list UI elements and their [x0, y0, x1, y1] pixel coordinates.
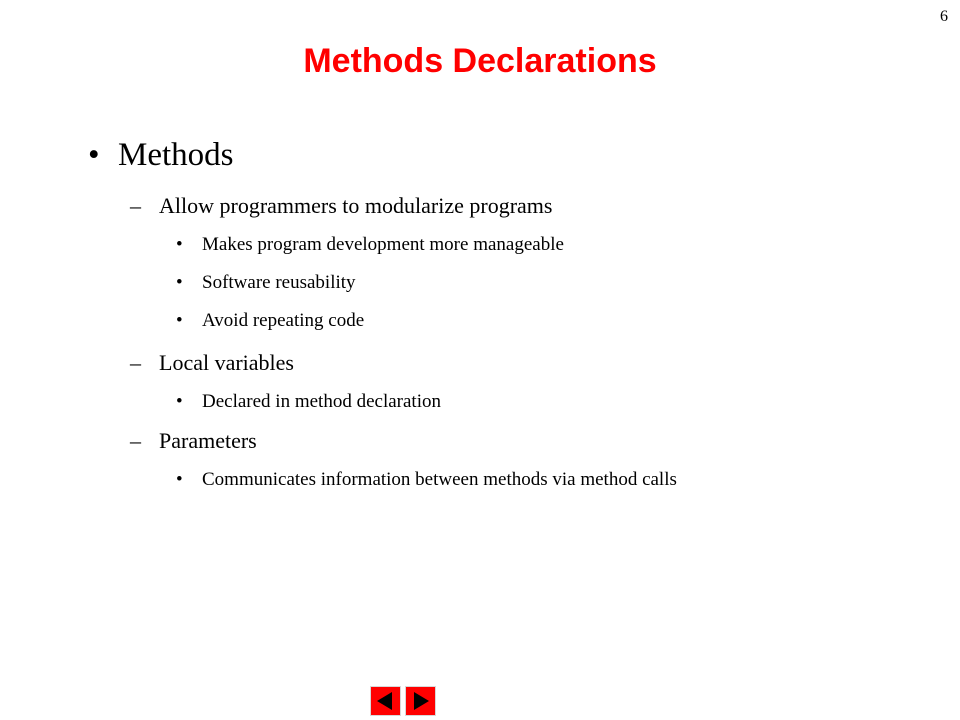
next-slide-icon: [406, 687, 435, 715]
dash-glyph: –: [130, 350, 141, 375]
item-text: Software reusability: [202, 272, 356, 293]
bullet-text: Methods: [118, 137, 234, 173]
previous-slide-icon: [371, 687, 400, 715]
bullet-glyph: •: [176, 272, 183, 293]
bullet-glyph: •: [176, 310, 183, 331]
sub-bullet-text: Allow programmers to modularize programs: [159, 193, 553, 218]
page-number: 6: [940, 8, 948, 25]
sub-bullet-text: Parameters: [159, 428, 257, 453]
dash-glyph: –: [130, 428, 141, 453]
bullet-glyph: •: [88, 137, 100, 173]
item-text: Declared in method declaration: [202, 391, 441, 412]
previous-slide-button[interactable]: [370, 686, 401, 716]
bullet-glyph: •: [176, 391, 183, 412]
bullet-glyph: •: [176, 234, 183, 255]
next-slide-button[interactable]: [405, 686, 436, 716]
sub-bullet-text: Local variables: [159, 350, 294, 375]
dash-glyph: –: [130, 193, 141, 218]
slide-title: Methods Declarations: [303, 42, 657, 80]
item-text: Makes program development more manageable: [202, 234, 564, 255]
item-text: Avoid repeating code: [202, 310, 365, 331]
bullet-glyph: •: [176, 469, 183, 490]
item-text: Communicates information between methods via method calls: [202, 469, 677, 490]
slide-navigation: [370, 686, 440, 716]
